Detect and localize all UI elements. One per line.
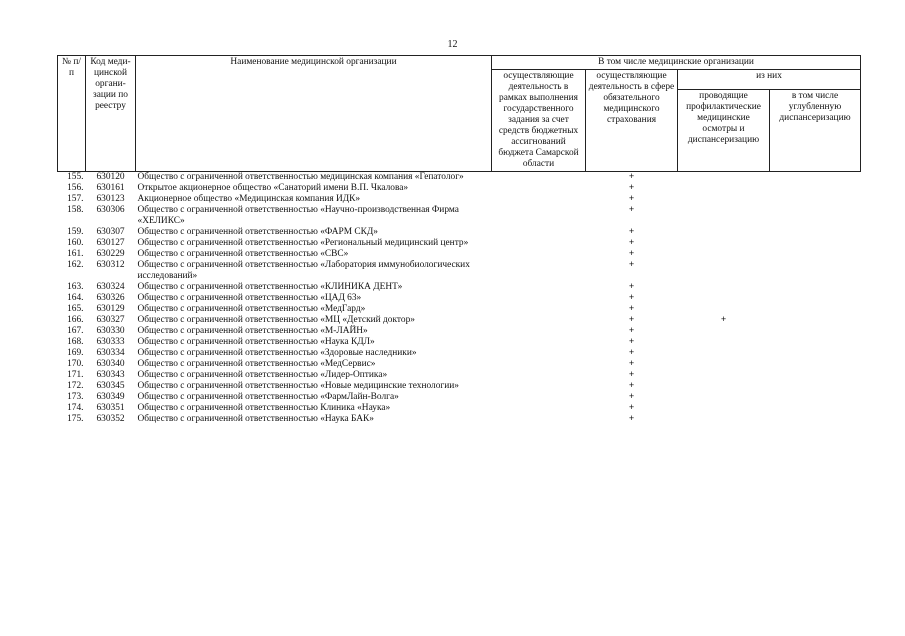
row-number: 159. — [67, 227, 84, 237]
row-oms-mark: + — [628, 183, 635, 193]
table-row — [58, 392, 861, 403]
table-row — [58, 172, 861, 184]
table-row — [58, 238, 861, 249]
row-state-task-mark — [492, 414, 586, 425]
row-code: 630326 — [96, 293, 125, 303]
row-prophylactic-mark — [678, 194, 770, 205]
row-prophylactic-mark — [678, 205, 770, 227]
row-organization-name: Общество с ограниченной ответственностью «Лаборатория иммунобиологических исследований» — [137, 260, 470, 281]
row-prophylactic-mark — [678, 392, 770, 403]
row-code: 630229 — [96, 249, 125, 259]
row-number: 171. — [67, 370, 84, 380]
row-oms-mark: + — [628, 392, 635, 402]
row-prophylactic-mark — [678, 293, 770, 304]
table-row — [58, 249, 861, 260]
table-row — [58, 403, 861, 414]
row-organization-name: Общество с ограниченной ответственностью «Региональный медицинский центр» — [137, 238, 469, 248]
row-state-task-mark — [492, 227, 586, 238]
row-organization-name: Общество с ограниченной ответственностью «ЦАД 63» — [137, 293, 362, 303]
row-prophylactic-mark — [678, 370, 770, 381]
row-deep-dispensary-mark — [770, 359, 861, 370]
row-organization-name: Открытое акционерное общество «Санаторий имени В.П. Чкалова» — [137, 183, 409, 193]
row-organization-name: Общество с ограниченной ответственностью «М-ЛАЙН» — [137, 326, 368, 336]
row-deep-dispensary-mark — [770, 249, 861, 260]
row-state-task-mark — [492, 172, 586, 184]
row-state-task-mark — [492, 293, 586, 304]
header-oms: осуществляющие деятельность в сфере обязательного медицинского страхования — [586, 70, 678, 172]
row-oms-mark: + — [628, 381, 635, 391]
row-oms-mark: + — [628, 194, 635, 204]
row-code: 630307 — [96, 227, 125, 237]
row-organization-name: Общество с ограниченной ответственностью Клиника «Наука» — [137, 403, 391, 413]
row-prophylactic-mark — [678, 414, 770, 425]
row-oms-mark: + — [628, 359, 635, 369]
row-number: 163. — [67, 282, 84, 292]
row-code: 630340 — [96, 359, 125, 369]
row-oms-mark: + — [628, 326, 635, 336]
row-number: 157. — [67, 194, 84, 204]
row-prophylactic-mark — [678, 172, 770, 184]
table-row — [58, 381, 861, 392]
row-deep-dispensary-mark — [770, 392, 861, 403]
row-deep-dispensary-mark — [770, 414, 861, 425]
row-prophylactic-mark — [678, 238, 770, 249]
row-deep-dispensary-mark — [770, 183, 861, 194]
row-deep-dispensary-mark — [770, 238, 861, 249]
row-code: 630120 — [96, 172, 125, 182]
header-name: Наименование медицинской организации — [136, 56, 492, 172]
row-organization-name: Общество с ограниченной ответственностью «Наука КДЛ» — [137, 337, 375, 347]
row-organization-name: Общество с ограниченной ответственностью «МЦ «Детский доктор» — [137, 315, 415, 325]
page-number: 12 — [447, 39, 458, 50]
row-number: 162. — [67, 260, 84, 270]
header-state-task: осуществляющие деятельность в рамках выполнения государственного задания за счет средств бюджетных ассигнований бюджета Самарской области — [492, 70, 586, 172]
table-row — [58, 282, 861, 293]
row-state-task-mark — [492, 403, 586, 414]
table-row — [58, 183, 861, 194]
row-code: 630330 — [96, 326, 125, 336]
row-deep-dispensary-mark — [770, 282, 861, 293]
row-code: 630312 — [96, 260, 125, 270]
table-row — [58, 304, 861, 315]
row-code: 630345 — [96, 381, 125, 391]
row-organization-name: Общество с ограниченной ответственностью медицинская компания «Гепатолог» — [137, 172, 464, 182]
row-number: 158. — [67, 205, 84, 215]
row-number: 168. — [67, 337, 84, 347]
row-number: 173. — [67, 392, 84, 402]
row-code: 630349 — [96, 392, 125, 402]
row-prophylactic-mark — [678, 227, 770, 238]
row-deep-dispensary-mark — [770, 293, 861, 304]
row-deep-dispensary-mark — [770, 172, 861, 184]
row-oms-mark: + — [628, 403, 635, 413]
row-organization-name: Общество с ограниченной ответственностью «МедГард» — [137, 304, 366, 314]
row-deep-dispensary-mark — [770, 381, 861, 392]
row-oms-mark: + — [628, 249, 635, 259]
row-organization-name: Общество с ограниченной ответственностью «Наука БАК» — [137, 414, 374, 424]
row-organization-name: Общество с ограниченной ответственностью «КЛИНИКА ДЕНТ» — [137, 282, 403, 292]
row-deep-dispensary-mark — [770, 326, 861, 337]
row-number: 165. — [67, 304, 84, 314]
header-code: Код меди-цинской органи-зации по реестру — [86, 56, 136, 172]
row-prophylactic-mark: + — [720, 315, 727, 325]
row-code: 630129 — [96, 304, 125, 314]
table-row — [58, 348, 861, 359]
table-row — [58, 194, 861, 205]
table-row — [58, 370, 861, 381]
row-deep-dispensary-mark — [770, 403, 861, 414]
row-oms-mark: + — [628, 337, 635, 347]
row-prophylactic-mark — [678, 304, 770, 315]
row-state-task-mark — [492, 194, 586, 205]
row-number: 161. — [67, 249, 84, 259]
row-prophylactic-mark — [678, 403, 770, 414]
row-number: 174. — [67, 403, 84, 413]
row-deep-dispensary-mark — [770, 348, 861, 359]
row-state-task-mark — [492, 238, 586, 249]
row-oms-mark: + — [628, 205, 635, 215]
row-code: 630352 — [96, 414, 125, 424]
header-deep-dispensary: в том числе углубленную диспансеризацию — [770, 89, 861, 171]
row-code: 630306 — [96, 205, 125, 215]
row-state-task-mark — [492, 183, 586, 194]
row-state-task-mark — [492, 392, 586, 403]
row-deep-dispensary-mark — [770, 205, 861, 227]
row-state-task-mark — [492, 260, 586, 282]
row-oms-mark: + — [628, 370, 635, 380]
row-deep-dispensary-mark — [770, 194, 861, 205]
row-prophylactic-mark — [678, 326, 770, 337]
row-code: 630334 — [96, 348, 125, 358]
row-oms-mark: + — [628, 348, 635, 358]
row-state-task-mark — [492, 359, 586, 370]
header-of-them: из них — [678, 70, 861, 90]
table-row — [58, 326, 861, 337]
row-state-task-mark — [492, 370, 586, 381]
table-body — [58, 172, 861, 426]
row-prophylactic-mark — [678, 381, 770, 392]
row-state-task-mark — [492, 337, 586, 348]
row-organization-name: Общество с ограниченной ответственностью «Здоровые наследники» — [137, 348, 417, 358]
row-prophylactic-mark — [678, 249, 770, 260]
row-state-task-mark — [492, 381, 586, 392]
row-oms-mark: + — [628, 304, 635, 314]
row-number: 169. — [67, 348, 84, 358]
header-prophylactic: проводящие профилактические медицинские осмотры и диспансеризацию — [678, 89, 770, 171]
row-prophylactic-mark — [678, 348, 770, 359]
row-deep-dispensary-mark — [770, 315, 861, 326]
table-row — [58, 260, 861, 282]
row-oms-mark: + — [628, 293, 635, 303]
row-state-task-mark — [492, 282, 586, 293]
row-deep-dispensary-mark — [770, 337, 861, 348]
row-number: 166. — [67, 315, 84, 325]
row-state-task-mark — [492, 249, 586, 260]
table-header — [58, 56, 861, 172]
row-number: 160. — [67, 238, 84, 248]
row-deep-dispensary-mark — [770, 260, 861, 282]
row-code: 630333 — [96, 337, 125, 347]
row-organization-name: Общество с ограниченной ответственностью «ФАРМ СКД» — [137, 227, 378, 237]
row-code: 630343 — [96, 370, 125, 380]
row-state-task-mark — [492, 315, 586, 326]
row-state-task-mark — [492, 304, 586, 315]
table-row — [58, 293, 861, 304]
header-group: В том числе медицинские организации — [492, 56, 861, 70]
row-oms-mark: + — [628, 315, 635, 325]
row-organization-name: Общество с ограниченной ответственностью «МедСервис» — [137, 359, 376, 369]
row-organization-name: Общество с ограниченной ответственностью «Новые медицинские технологии» — [137, 381, 459, 391]
row-oms-mark: + — [628, 414, 635, 424]
row-deep-dispensary-mark — [770, 304, 861, 315]
row-prophylactic-mark — [678, 282, 770, 293]
row-code: 630123 — [96, 194, 125, 204]
table-row — [58, 227, 861, 238]
row-number: 175. — [67, 414, 84, 424]
row-oms-mark: + — [628, 260, 635, 270]
row-prophylactic-mark — [678, 337, 770, 348]
row-state-task-mark — [492, 205, 586, 227]
row-oms-mark: + — [628, 238, 635, 248]
row-code: 630127 — [96, 238, 125, 248]
row-organization-name: Общество с ограниченной ответственностью «ФармЛайн-Волга» — [137, 392, 399, 402]
row-state-task-mark — [492, 348, 586, 359]
row-number: 172. — [67, 381, 84, 391]
table-row — [58, 205, 861, 227]
row-organization-name: Общество с ограниченной ответственностью «СВС» — [137, 249, 349, 259]
table-row — [58, 414, 861, 425]
row-number: 155. — [67, 172, 84, 182]
row-code: 630161 — [96, 183, 125, 193]
medical-organizations-table — [57, 55, 861, 425]
table-row — [58, 359, 861, 370]
row-prophylactic-mark — [678, 260, 770, 282]
row-number: 164. — [67, 293, 84, 303]
row-oms-mark: + — [628, 172, 635, 182]
row-deep-dispensary-mark — [770, 370, 861, 381]
row-prophylactic-mark — [678, 183, 770, 194]
row-number: 167. — [67, 326, 84, 336]
row-organization-name: Акционерное общество «Медицинская компания ИДК» — [137, 194, 361, 204]
row-prophylactic-mark — [678, 359, 770, 370]
table-row — [58, 315, 861, 326]
header-num: № п/п — [58, 56, 86, 172]
row-code: 630351 — [96, 403, 125, 413]
table-row — [58, 337, 861, 348]
row-code: 630324 — [96, 282, 125, 292]
row-deep-dispensary-mark — [770, 227, 861, 238]
row-state-task-mark — [492, 326, 586, 337]
row-organization-name: Общество с ограниченной ответственностью «Лидер-Оптика» — [137, 370, 388, 380]
row-oms-mark: + — [628, 282, 635, 292]
row-oms-mark: + — [628, 227, 635, 237]
row-organization-name: Общество с ограниченной ответственностью «Научно-производственная Фирма «ХЕЛИКС» — [137, 205, 459, 226]
row-number: 156. — [67, 183, 84, 193]
row-number: 170. — [67, 359, 84, 369]
row-code: 630327 — [96, 315, 125, 325]
